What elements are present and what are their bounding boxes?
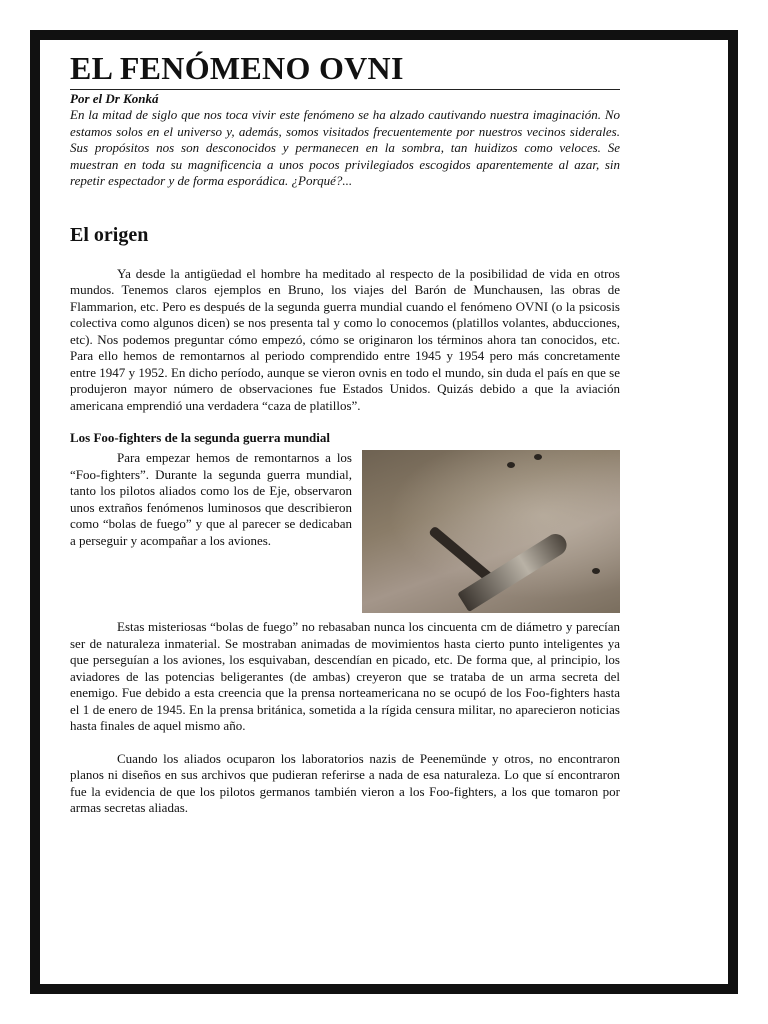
fighter-plane-photo — [362, 450, 620, 613]
section-heading-foo-fighters: Los Foo-fighters de la segunda guerra mundial — [70, 430, 331, 445]
foo-fighters-paragraph-2: Estas misteriosas “bolas de fuego” no rebasaban nunca los cincuenta cm de diámetro y parecían ser de naturaleza inmaterial. Se mostraban animadas de movimientos hasta cierto punto inteligentes ya que perseguían a los aviones, los esquivaban, descendían en picado, etc. De forma que, al principio, los aviadores de las potencias beligerantes (de ambas) creyeron que se trataba de un arma secreta del enemigo. Fue debido a esta creencia que la prensa norteamericana no se ocupó de los Foo-fighters hasta el 1 de enero de 1945. En la prensa británica, sometida a la rígida censura militar, no aparecieron noticias hasta finales de aquel mismo año. — [70, 619, 620, 733]
foo-fighters-body — [70, 450, 620, 817]
foo-fighter-light — [592, 568, 600, 574]
author-byline: Por el Dr Konká — [70, 91, 159, 106]
foo-fighter-light — [534, 454, 542, 460]
origen-paragraph: Ya desde la antigüedad el hombre ha meditado al respecto de la posibilidad de vida en otros mundos. Tenemos claros ejemplos en Bruno, los viajes del Barón de Munchausen, las obras de Flammarion, etc. Pero es después de la segunda guerra mundial cuando el fenómeno OVNI (o la psicosis colectiva como algunos dicen) se nos presenta tal y como lo conocemos (platillos volantes, abducciones, etc). Nos podemos preguntar cómo empezó, cómo se originaron los términos ahora tan conocidos, etc. Para ello hemos de remontarnos al periodo comprendido entre 1945 y 1954 pero más concretamente entre 1947 y 1952. En dicho período, aunque se vieron ovnis en todo el mundo, sin duda el país en que se produjeron mayor número de observaciones fue Estados Unidos. Quizás debido a que la aviación americana emprendió una verdadera “caza de platillos”. — [70, 265, 620, 413]
intro-paragraph: En la mitad de siglo que nos toca vivir este fenómeno se ha alzado cautivando nuestra imaginación. No estamos solos en el universo y, además, somos visitados frecuentemente por nuestros vecinos siderales. Sus propósitos nos son desconocidos y permanecen en la sombra, tan huidizos como veloces. Se muestran en toda su magnificencia a unos pocos privilegiados escogidos aparentemente al azar, sin repetir espectador y de forma esporádica. ¿Porqué?... — [70, 107, 620, 188]
foo-fighters-paragraph-1: Para empezar hemos de remontarnos a los “Foo-fighters”. Durante la segunda guerra mundial, tanto los pilotos aliados como los de Eje, observaron unos extraños fenómenos luminosos que describieron como “bolas de fuego” y que al parecer se dedicaban a perseguir y acompañar a los aviones. — [70, 450, 352, 548]
document-title: EL FENÓMENO OVNI — [70, 50, 620, 90]
document-content — [70, 50, 620, 833]
foo-fighters-paragraph-3: Cuando los aliados ocuparon los laboratorios nazis de Peenemünde y otros, no encontraron planos ni diseños en sus archivos que pudieran referirse a nada de esa naturaleza. Lo que sí encontraron fue la evidencia de que los pilotos germanos también vieron a los Foo-fighters, a los que tomaron por armas secretas aliadas. — [70, 750, 620, 815]
foo-fighter-light — [507, 462, 515, 468]
section-heading-origen: El origen — [70, 223, 149, 246]
